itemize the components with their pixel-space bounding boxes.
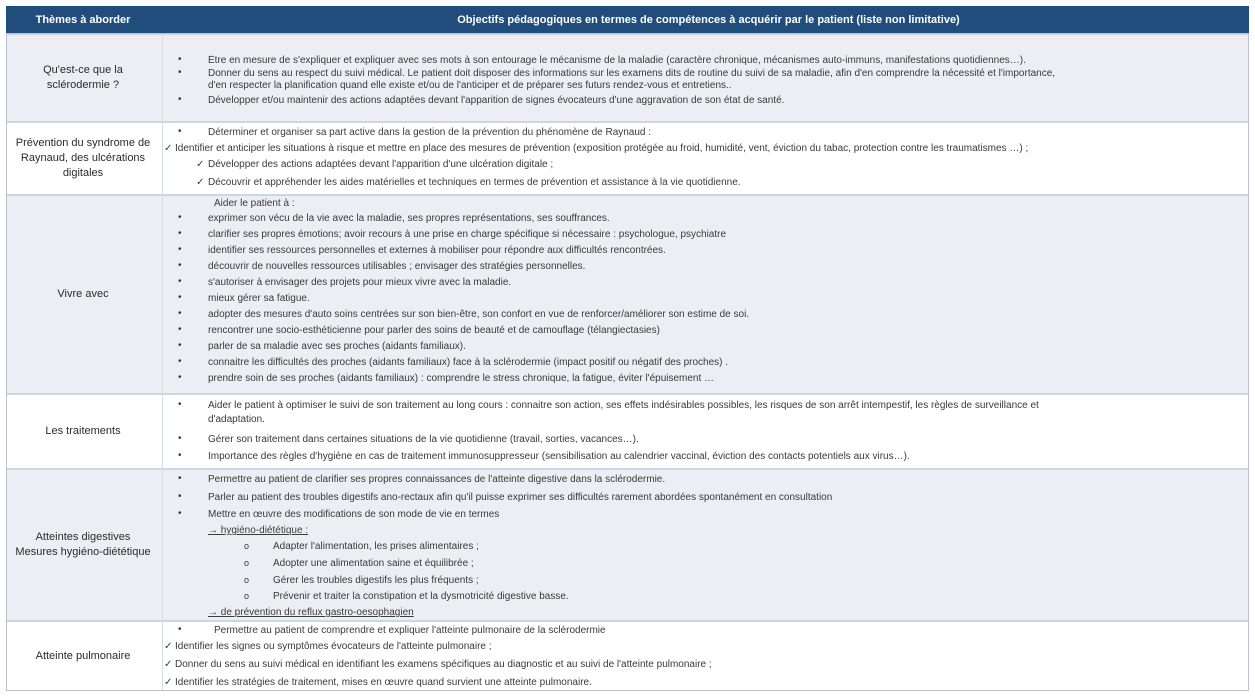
theme-line: digitales (62, 167, 104, 179)
bullet-icon: • (178, 212, 182, 223)
bullet-icon: • (178, 308, 182, 319)
sub-heading: → hygiéno-diététique : (208, 525, 309, 536)
list-item: s'autoriser à envisager des projets pour mieux vivre avec la maladie. (208, 277, 512, 288)
bullet-icon: • (178, 260, 182, 271)
bullet-icon: • (178, 508, 182, 519)
list-item: Prévenir et traiter la constipation et la dysmotricité digestive basse. (273, 591, 569, 602)
list-item: Permettre au patient de comprendre et expliquer l'atteinte pulmonaire de la sclérodermie (214, 625, 606, 636)
objectives-table (6, 6, 1249, 691)
list-item: Aider le patient à : (214, 198, 295, 209)
list-item: Donner du sens au suivi médical en identifiant les examens spécifiques au diagnostic et au suivi de l'atteinte pulmonaire ; (175, 659, 712, 670)
list-item: Adapter l'alimentation, les prises alimentaires ; (273, 541, 479, 552)
bullet-icon: • (178, 67, 182, 78)
bullet-icon: • (178, 324, 182, 335)
list-item: Mettre en œuvre des modifications de son mode de vie en termes (208, 509, 500, 520)
list-item: rencontrer une socio-esthéticienne pour parler des soins de beauté et de camouflage (télangiectasies) (208, 325, 660, 336)
list-item: Découvrir et appréhender les aides matérielles et techniques en termes de prévention et assistance à la vie quotidienne. (208, 177, 741, 188)
list-item: parler de sa maladie avec ses proches (aidants familiaux). (208, 341, 466, 352)
table-border (6, 33, 1249, 691)
table-header (6, 6, 1249, 33)
list-item: prendre soin de ses proches (aidants familiaux) : comprendre le stress chronique, la fatigue, éviter l'épuisement … (208, 373, 715, 384)
list-item: Être en mesure de s'expliquer et expliquer avec ses mots à son entourage le mécanisme de la maladie (caractère chronique, mécanismes auto-immuns, manifestations quotidiennes…). (208, 55, 1026, 66)
list-item: Gérer son traitement dans certaines situations de la vie quotidienne (travail, sorties, vacances…). (208, 434, 639, 445)
list-item: connaitre les difficultés des proches (aidants familiaux) face à la sclérodermie (impact positif ou négatif des proches) . (208, 357, 729, 368)
sub-heading: → de prévention du reflux gastro-oesophagien (208, 607, 414, 618)
checkmark-icon: ✓ (196, 177, 205, 188)
checkmark-icon: ✓ (164, 143, 173, 154)
bullet-icon: • (178, 94, 182, 105)
theme-line: Qu'est-ce que la (43, 64, 123, 76)
list-item: Déterminer et organiser sa part active dans la gestion de la prévention du phénomène de Raynaud : (208, 127, 652, 138)
circle-bullet-icon: o (244, 558, 250, 568)
checkmark-icon: ✓ (164, 641, 173, 652)
list-item: Développer des actions adaptées devant l'apparition d'une ulcération digitale ; (208, 159, 554, 170)
theme-line: Raynaud, des ulcérations (20, 152, 146, 164)
circle-bullet-icon: o (244, 591, 250, 601)
bullet-icon: • (178, 433, 182, 444)
circle-bullet-icon: o (244, 541, 250, 551)
theme-line: Les traitements (45, 425, 121, 437)
list-item: mieux gérer sa fatigue. (208, 293, 310, 304)
list-item: Parler au patient des troubles digestifs ano-rectaux afin qu'il puisse exprimer ses difficultés rarement abordées spontanément en consultation (208, 492, 833, 503)
bullet-icon: • (178, 276, 182, 287)
header-themes: Thèmes à aborder (35, 13, 131, 26)
list-item: d'en respecter la planification quand elle existe et/ou de l'anticiper et de préparer ses futurs rendez-vous et entretiens.. (208, 80, 732, 91)
list-item: exprimer son vécu de la vie avec la maladie, ses propres représentations, ses souffrances. (208, 213, 610, 224)
bullet-icon: • (178, 473, 182, 484)
list-item: Donner du sens au respect du suivi médical. Le patient doit disposer des informations sur les examens dits de routine du suivi de sa maladie, afin d'en comprendre la nécessité et l'importance, (208, 68, 1056, 79)
list-item: Développer et/ou maintenir des actions adaptées devant l'apparition de signes évocateurs d'une aggravation de son état de santé. (208, 95, 785, 106)
list-item: adopter des mesures d'auto soins centrées sur son bien-être, son confort en vue de renforcer/améliorer son estime de soi. (208, 309, 750, 320)
theme-line: Atteinte pulmonaire (35, 650, 131, 662)
list-item: découvrir de nouvelles ressources utilisables ; envisager des stratégies personnelles. (208, 261, 586, 272)
theme-line: Atteintes digestives (35, 531, 131, 543)
checkmark-icon: ✓ (164, 659, 173, 670)
list-item: clarifier ses propres émotions; avoir recours à une prise en charge spécifique si nécessaire : psychologue, psychiatre (208, 229, 727, 240)
list-item: Adopter une alimentation saine et équilibrée ; (273, 558, 474, 569)
bullet-icon: • (178, 356, 182, 367)
list-item: identifier ses ressources personnelles et externes à mobiliser pour répondre aux difficultés rencontrées. (208, 245, 666, 256)
bullet-icon: • (178, 399, 182, 410)
list-item: d'adaptation. (208, 414, 265, 425)
list-item: Identifier les signes ou symptômes évocateurs de l'atteinte pulmonaire ; (175, 641, 492, 652)
theme-line: Mesures hygiéno-diététique (15, 546, 151, 558)
checkmark-icon: ✓ (196, 159, 205, 170)
header-objectives: Objectifs pédagogiques en termes de compétences à acquérir par le patient (liste non limitative) (457, 13, 960, 26)
bullet-icon: • (178, 372, 182, 383)
bullet-icon: • (178, 450, 182, 461)
list-item: Identifier les stratégies de traitement, mises en œuvre quand survient une atteinte pulmonaire. (175, 677, 592, 688)
theme-line: sclérodermie ? (46, 79, 120, 91)
circle-bullet-icon: o (244, 575, 250, 585)
bullet-icon: • (178, 491, 182, 502)
checkmark-icon: ✓ (164, 677, 173, 688)
bullet-icon: • (178, 228, 182, 239)
bullet-icon: • (178, 340, 182, 351)
list-item: Aider le patient à optimiser le suivi de son traitement au long cours : connaitre son action, ses effets indésirables possibles, les risques de son arrêt intempestif, les règles de surveillance et (208, 400, 1039, 411)
bullet-icon: • (178, 126, 182, 137)
bullet-icon: • (178, 244, 182, 255)
list-item: Gérer les troubles digestifs les plus fréquents ; (273, 575, 479, 586)
bullet-icon: • (178, 54, 182, 65)
theme-line: Vivre avec (57, 288, 109, 300)
list-item: Permettre au patient de clarifier ses propres connaissances de l'atteinte digestive dans la sclérodermie. (208, 474, 666, 485)
bullet-icon: • (178, 624, 182, 635)
list-item: Importance des règles d'hygiène en cas de traitement immunosuppresseur (sensibilisation au calendrier vaccinal, éviction des contacts potentiels aux virus…). (208, 451, 910, 462)
theme-line: Prévention du syndrome de (15, 137, 151, 149)
bullet-icon: • (178, 292, 182, 303)
list-item: Identifier et anticiper les situations à risque et mettre en place des mesures de prévention (exposition protégée au froid, humidité, vent, éviction du tabac, protection contre les traumatismes …) ; (175, 143, 1029, 154)
